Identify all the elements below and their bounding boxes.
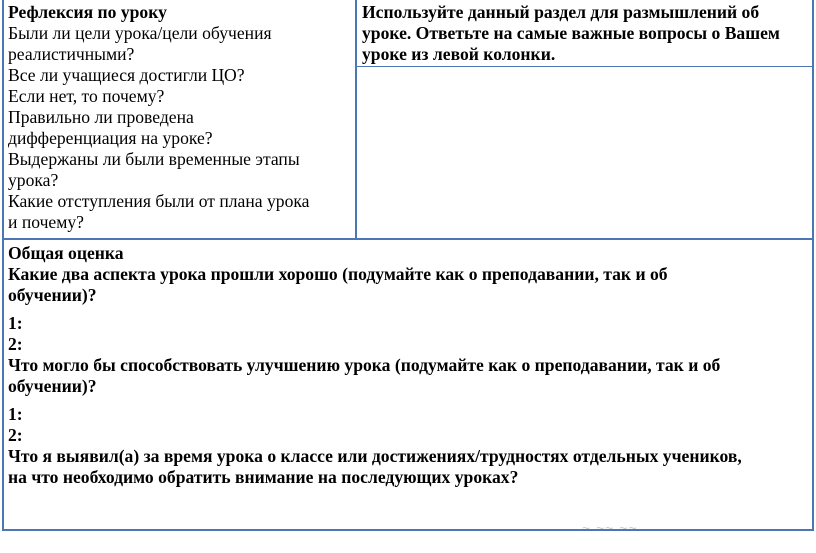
instruction-line: уроке. Ответьте на самые важные вопросы о Вашем	[362, 23, 780, 43]
reflection-line: Если нет, то почему?	[8, 86, 165, 106]
instruction-divider	[355, 66, 814, 67]
question-line: обучении)?	[8, 285, 97, 305]
reflection-line: Все ли учащиеся достигли ЦО?	[8, 65, 245, 85]
table-border-right	[812, 0, 814, 531]
reflection-line: Выдержаны ли были временные этапы	[8, 149, 300, 169]
answer-item: 2:	[8, 334, 23, 354]
reflection-line: реалистичными?	[8, 44, 135, 64]
answer-item: 1:	[8, 404, 23, 424]
reflection-cell	[8, 2, 353, 233]
question-line: обучении)?	[8, 376, 97, 396]
spacer	[8, 306, 808, 313]
spacer	[8, 397, 808, 404]
column-divider	[355, 0, 357, 240]
reflection-line: дифференциация на уроке?	[8, 128, 213, 148]
instruction-cell	[362, 2, 810, 65]
overall-title: Общая оценка	[8, 243, 124, 263]
reflection-line: Правильно ли проведена	[8, 107, 194, 127]
reflection-line: и почему?	[8, 212, 84, 232]
question-line: Что я выявил(а) за время урока о классе или достижениях/трудностях отдельных учеников,	[8, 446, 742, 466]
faint-footer-mark: ~ ~~ ~~	[582, 520, 638, 536]
reflection-line: Какие отступления были от плана урока	[8, 191, 310, 211]
row-divider	[2, 238, 814, 240]
reflection-title: Рефлексия по уроку	[8, 2, 167, 22]
reflection-line: Были ли цели урока/цели обучения	[8, 23, 272, 43]
answer-item: 1:	[8, 313, 23, 333]
answer-item: 2:	[8, 425, 23, 445]
instruction-line: уроке из левой колонки.	[362, 44, 556, 64]
table-border-bottom	[2, 529, 814, 531]
table-border-left	[2, 0, 4, 531]
question-line: на что необходимо обратить внимание на последующих уроках?	[8, 467, 519, 487]
reflection-line: урока?	[8, 170, 59, 190]
question-line: Что могло бы способствовать улучшению урока (подумайте как о преподавании, так и об	[8, 355, 721, 375]
instruction-line: Используйте данный раздел для размышлений об	[362, 2, 760, 22]
question-line: Какие два аспекта урока прошли хорошо (подумайте как о преподавании, так и об	[8, 264, 668, 284]
overall-assessment-cell	[8, 243, 808, 488]
